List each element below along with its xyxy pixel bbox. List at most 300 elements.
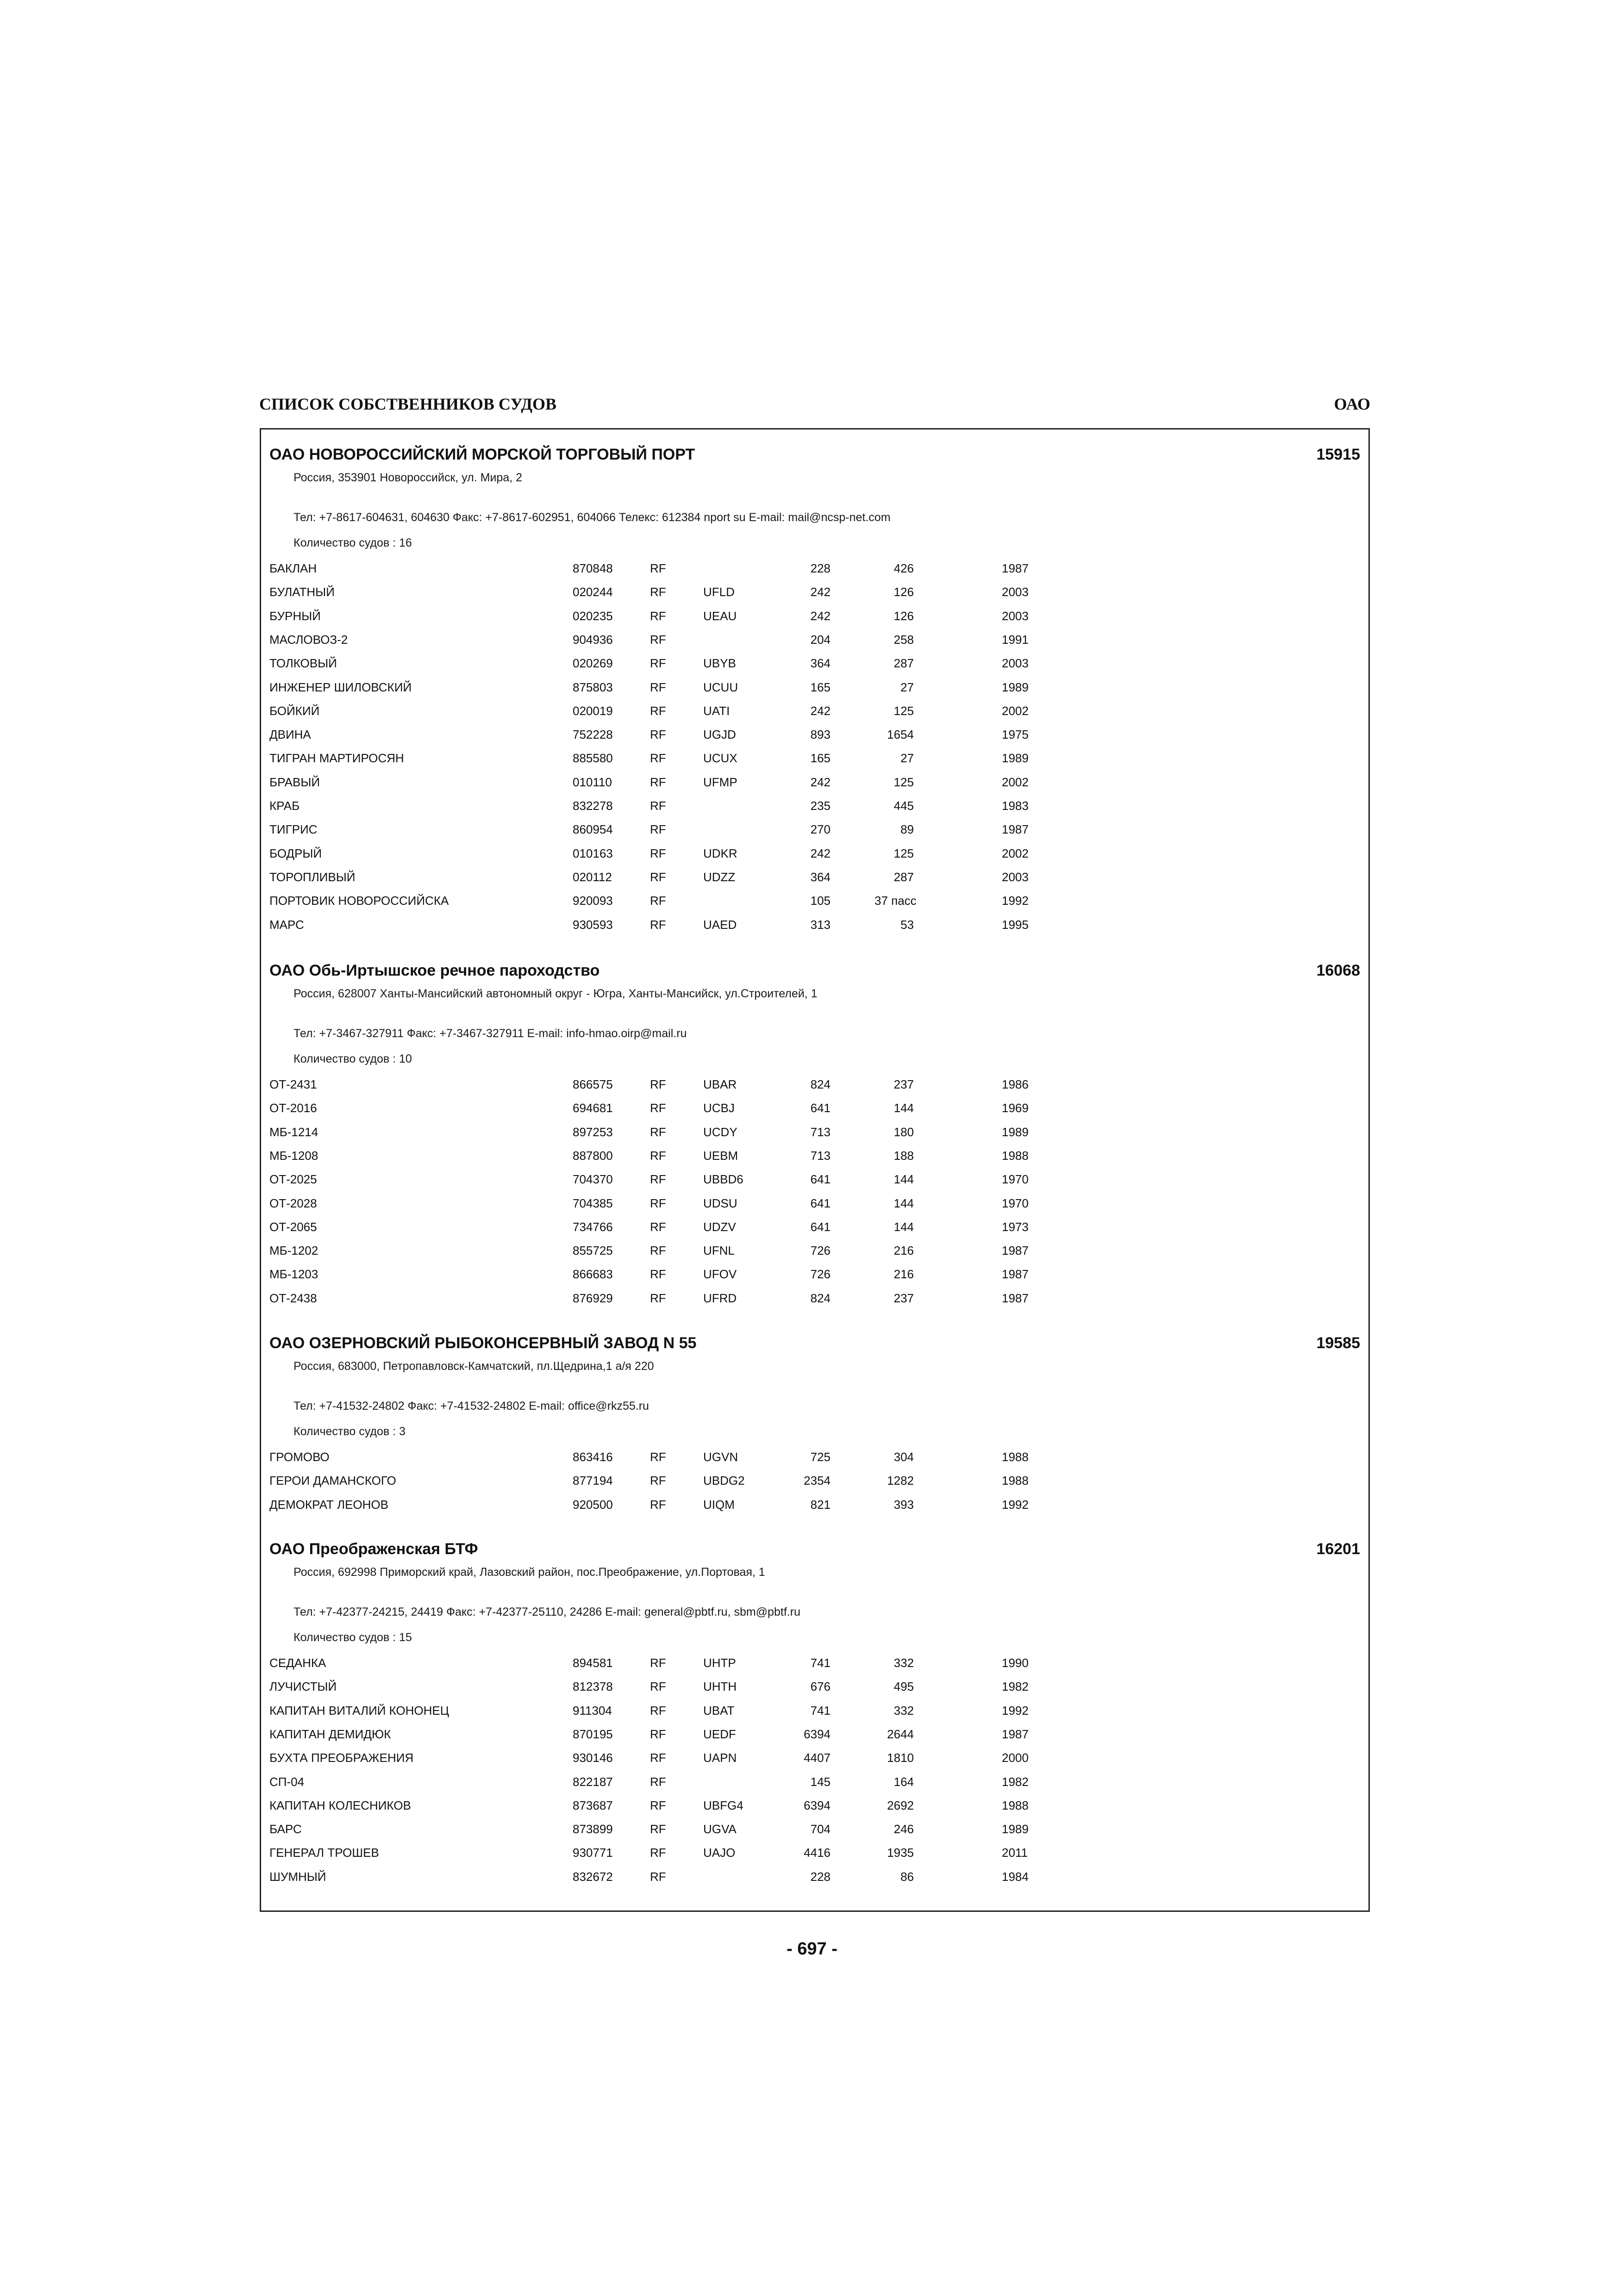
ship-year: 2002 (1002, 703, 1029, 718)
ship-flag: RF (650, 846, 666, 860)
ship-name: ГЕРОИ ДАМАНСКОГО (269, 1474, 396, 1488)
ship-callsign: UAED (703, 917, 737, 932)
ship-tonnage: 270 (810, 822, 831, 837)
ship-number: 822187 (573, 1774, 613, 1789)
ship-tonnage: 725 (810, 1450, 831, 1464)
ship-callsign: UDZV (703, 1220, 736, 1234)
table-row (261, 1498, 1368, 1518)
ship-name: БАРС (269, 1822, 302, 1836)
ship-name: ПОРТОВИК НОВОРОССИЙСКА (269, 894, 449, 908)
ship-callsign: UFLD (703, 585, 735, 599)
ship-name: ТОЛКОВЫЙ (269, 656, 337, 671)
ship-deadweight: 125 (893, 846, 914, 860)
ship-number: 020235 (573, 609, 613, 623)
ship-year: 1988 (1002, 1474, 1029, 1488)
table-row (261, 1846, 1368, 1866)
ship-tonnage: 741 (810, 1703, 831, 1717)
table-row (261, 822, 1368, 843)
ship-number: 875803 (573, 680, 613, 694)
ship-flag: RF (650, 728, 666, 742)
ship-flag: RF (650, 1798, 666, 1812)
ship-flag: RF (650, 1244, 666, 1258)
table-row (261, 1775, 1368, 1795)
ship-flag: RF (650, 1172, 666, 1187)
ship-year: 1987 (1002, 1727, 1029, 1741)
ship-flag: RF (650, 1774, 666, 1789)
ship-tonnage: 641 (810, 1196, 831, 1210)
ship-flag: RF (650, 917, 666, 932)
table-row (261, 1125, 1368, 1145)
ship-number: 877194 (573, 1474, 613, 1488)
ship-number: 911304 (573, 1703, 612, 1717)
ship-deadweight: 27 (900, 751, 914, 765)
ship-deadweight: 144 (893, 1172, 914, 1187)
table-row (261, 775, 1368, 796)
ship-number: 694681 (573, 1101, 613, 1115)
ship-deadweight: 258 (893, 632, 914, 647)
table-row (261, 1474, 1368, 1494)
table-row (261, 609, 1368, 629)
ship-flag: RF (650, 775, 666, 789)
ship-number: 885580 (573, 751, 613, 765)
ship-tonnage: 204 (810, 632, 831, 647)
ship-number: 887800 (573, 1148, 613, 1163)
ship-year: 1982 (1002, 1680, 1029, 1694)
table-row (261, 1680, 1368, 1700)
table-row (261, 870, 1368, 890)
table-row (261, 704, 1368, 724)
ship-flag: RF (650, 1450, 666, 1464)
ship-deadweight: 237 (893, 1077, 914, 1091)
table-row (261, 633, 1368, 653)
company-id: 15915 (1316, 446, 1360, 463)
ship-deadweight: 126 (893, 609, 914, 623)
ship-number: 734766 (573, 1220, 613, 1234)
company-id: 16068 (1316, 962, 1360, 979)
ship-deadweight: 237 (893, 1291, 914, 1305)
ship-flag: RF (650, 1148, 666, 1163)
table-row (261, 751, 1368, 772)
ship-number: 894581 (573, 1656, 613, 1670)
ship-year: 1987 (1002, 1291, 1029, 1305)
ship-callsign: UCDY (703, 1125, 737, 1139)
company-address: Россия, 628007 Ханты-Мансийский автономный округ - Югра, Ханты-Мансийск, ул.Строителей, 1 (294, 987, 818, 1000)
ship-year: 2003 (1002, 656, 1029, 671)
ship-callsign: UIQM (703, 1497, 735, 1512)
ship-tonnage: 364 (810, 870, 831, 884)
ship-year: 1988 (1002, 1450, 1029, 1464)
ship-tonnage: 228 (810, 561, 831, 575)
table-row (261, 1822, 1368, 1842)
ship-year: 1995 (1002, 917, 1029, 932)
ship-name: ОТ-2438 (269, 1291, 317, 1305)
ship-callsign: UEDF (703, 1727, 736, 1741)
ship-year: 1991 (1002, 632, 1029, 647)
ship-deadweight: 89 (900, 822, 914, 837)
ship-flag: RF (650, 1703, 666, 1717)
ship-flag: RF (650, 894, 666, 908)
ship-year: 1982 (1002, 1774, 1029, 1789)
company-contacts: Тел: +7-41532-24802 Факс: +7-41532-24802 E-mail: office@rkz55.ru (294, 1400, 649, 1412)
owners-list-frame (260, 428, 1370, 1912)
ship-callsign: UCUU (703, 680, 738, 694)
ship-name: МБ-1208 (269, 1148, 319, 1163)
ship-flag: RF (650, 585, 666, 599)
ship-tonnage: 145 (810, 1774, 831, 1789)
ship-year: 1987 (1002, 1244, 1029, 1258)
ship-tonnage: 242 (810, 585, 831, 599)
page-number: - 697 - (787, 1939, 837, 1959)
ship-name: МАСЛОВОЗ-2 (269, 632, 348, 647)
ship-year: 1992 (1002, 1497, 1029, 1512)
table-row (261, 1870, 1368, 1890)
ship-year: 1984 (1002, 1869, 1029, 1884)
table-row (261, 1798, 1368, 1819)
company-address: Россия, 353901 Новороссийск, ул. Мира, 2 (294, 471, 522, 484)
ship-flag: RF (650, 1822, 666, 1836)
company-name: ОАО ОЗЕРНОВСКИЙ РЫБОКОНСЕРВНЫЙ ЗАВОД N 55 (269, 1334, 697, 1352)
ship-name: ДЕМОКРАТ ЛЕОНОВ (269, 1497, 388, 1512)
ship-tonnage: 165 (810, 680, 831, 694)
ship-number: 010163 (573, 846, 613, 860)
ship-callsign: UGJD (703, 728, 736, 742)
ship-name: ОТ-2065 (269, 1220, 317, 1234)
ship-name: ЛУЧИСТЫЙ (269, 1680, 337, 1694)
ship-number: 904936 (573, 632, 613, 647)
ship-callsign: UFOV (703, 1267, 737, 1282)
table-row (261, 1220, 1368, 1240)
ship-number: 866683 (573, 1267, 613, 1282)
ship-deadweight: 126 (893, 585, 914, 599)
ship-callsign: UFRD (703, 1291, 737, 1305)
table-row (261, 1704, 1368, 1724)
ship-number: 920500 (573, 1497, 613, 1512)
ship-tonnage: 676 (810, 1680, 831, 1694)
ship-callsign: UCUX (703, 751, 737, 765)
ship-callsign: UAJO (703, 1846, 736, 1860)
ship-count: Количество судов : 16 (294, 536, 412, 549)
ship-name: ГРОМОВО (269, 1450, 330, 1464)
ship-number: 010110 (573, 775, 612, 789)
ship-year: 1989 (1002, 751, 1029, 765)
ship-year: 1987 (1002, 561, 1029, 575)
section-type: ОАО (1334, 395, 1370, 413)
ship-year: 1986 (1002, 1077, 1029, 1091)
ship-deadweight: 246 (893, 1822, 914, 1836)
ship-tonnage: 4416 (804, 1846, 831, 1860)
ship-flag: RF (650, 751, 666, 765)
ship-name: ТИГРАН МАРТИРОСЯН (269, 751, 404, 765)
ship-deadweight: 180 (893, 1125, 914, 1139)
table-row (261, 728, 1368, 748)
ship-flag: RF (650, 1077, 666, 1091)
ship-deadweight: 445 (893, 799, 914, 813)
ship-year: 1969 (1002, 1101, 1029, 1115)
ship-tonnage: 105 (810, 894, 831, 908)
ship-flag: RF (650, 561, 666, 575)
ship-tonnage: 824 (810, 1291, 831, 1305)
ship-name: ОТ-2016 (269, 1101, 317, 1115)
ship-callsign: UBFG4 (703, 1798, 743, 1812)
ship-name: ГЕНЕРАЛ ТРОШЕВ (269, 1846, 379, 1860)
ship-name: БУЛАТНЫЙ (269, 585, 335, 599)
ship-year: 1988 (1002, 1798, 1029, 1812)
ship-name: МБ-1203 (269, 1267, 319, 1282)
table-row (261, 799, 1368, 819)
ship-deadweight: 332 (893, 1656, 914, 1670)
ship-deadweight: 27 (900, 680, 914, 694)
ship-tonnage: 242 (810, 846, 831, 860)
company-id: 16201 (1316, 1540, 1360, 1558)
ship-deadweight: 144 (893, 1101, 914, 1115)
ship-deadweight: 1810 (887, 1751, 914, 1765)
ship-tonnage: 4407 (804, 1751, 831, 1765)
ship-number: 812378 (573, 1680, 613, 1694)
ship-number: 020269 (573, 656, 613, 671)
ship-callsign: UHTH (703, 1680, 737, 1694)
ship-tonnage: 893 (810, 728, 831, 742)
ship-callsign: UDZZ (703, 870, 736, 884)
ship-callsign: UFMP (703, 775, 737, 789)
table-row (261, 1267, 1368, 1288)
ship-flag: RF (650, 1220, 666, 1234)
ship-deadweight: 164 (893, 1774, 914, 1789)
ship-year: 2000 (1002, 1751, 1029, 1765)
ship-number: 863416 (573, 1450, 613, 1464)
company-contacts: Тел: +7-42377-24215, 24419 Факс: +7-42377-25110, 24286 E-mail: general@pbtf.ru, sbm@pbtf.ru (294, 1605, 800, 1618)
ship-deadweight: 37 пасс (874, 894, 917, 908)
ship-name: ТОРОПЛИВЫЙ (269, 870, 356, 884)
table-row (261, 561, 1368, 582)
ship-name: СП-04 (269, 1774, 305, 1789)
ship-flag: RF (650, 1680, 666, 1694)
ship-flag: RF (650, 1751, 666, 1765)
ship-number: 020112 (573, 870, 612, 884)
table-row (261, 1077, 1368, 1098)
table-row (261, 585, 1368, 605)
ship-number: 020019 (573, 703, 613, 718)
ship-number: 832278 (573, 799, 613, 813)
ship-year: 2002 (1002, 775, 1029, 789)
ship-year: 1983 (1002, 799, 1029, 813)
ship-deadweight: 144 (893, 1220, 914, 1234)
ship-flag: RF (650, 1291, 666, 1305)
ship-number: 876929 (573, 1291, 613, 1305)
ship-year: 1987 (1002, 1267, 1029, 1282)
ship-tonnage: 364 (810, 656, 831, 671)
ship-number: 920093 (573, 894, 613, 908)
ship-name: БАКЛАН (269, 561, 317, 575)
page-header (259, 394, 1370, 417)
ship-callsign: UEBM (703, 1148, 738, 1163)
ship-number: 930771 (573, 1846, 613, 1860)
ship-deadweight: 216 (893, 1244, 914, 1258)
ship-name: МБ-1202 (269, 1244, 319, 1258)
company-name: ОАО Обь-Иртышское речное пароходство (269, 962, 600, 979)
ship-year: 1988 (1002, 1148, 1029, 1163)
ship-callsign: UCBJ (703, 1101, 735, 1115)
ship-number: 704385 (573, 1196, 613, 1210)
ship-flag: RF (650, 870, 666, 884)
ship-deadweight: 188 (893, 1148, 914, 1163)
ship-callsign: UBYB (703, 656, 736, 671)
ship-callsign: UHTP (703, 1656, 736, 1670)
ship-deadweight: 304 (893, 1450, 914, 1464)
ship-tonnage: 6394 (804, 1798, 831, 1812)
ship-flag: RF (650, 1656, 666, 1670)
ship-tonnage: 824 (810, 1077, 831, 1091)
ship-tonnage: 2354 (804, 1474, 831, 1488)
ship-year: 1970 (1002, 1172, 1029, 1187)
ship-deadweight: 53 (900, 917, 914, 932)
ship-name: ОТ-2431 (269, 1077, 317, 1091)
ship-tonnage: 242 (810, 703, 831, 718)
ship-name: БРАВЫЙ (269, 775, 320, 789)
ship-deadweight: 495 (893, 1680, 914, 1694)
ship-callsign: UFNL (703, 1244, 735, 1258)
ship-number: 930146 (573, 1751, 613, 1765)
ship-number: 855725 (573, 1244, 613, 1258)
ship-flag: RF (650, 609, 666, 623)
ship-name: БОЙКИЙ (269, 703, 320, 718)
ship-year: 2003 (1002, 585, 1029, 599)
ship-name: ТИГРИС (269, 822, 318, 837)
ship-deadweight: 287 (893, 870, 914, 884)
ship-flag: RF (650, 632, 666, 647)
ship-deadweight: 125 (893, 775, 914, 789)
table-row (261, 656, 1368, 677)
ship-tonnage: 741 (810, 1656, 831, 1670)
table-row (261, 1727, 1368, 1748)
ship-name: БОДРЫЙ (269, 846, 322, 860)
ship-year: 2002 (1002, 846, 1029, 860)
ship-tonnage: 641 (810, 1101, 831, 1115)
ship-tonnage: 821 (810, 1497, 831, 1512)
ship-deadweight: 332 (893, 1703, 914, 1717)
ship-name: БУРНЫЙ (269, 609, 321, 623)
ship-count: Количество судов : 10 (294, 1052, 412, 1065)
ship-year: 2003 (1002, 870, 1029, 884)
ship-name: ОТ-2025 (269, 1172, 317, 1187)
ship-number: 866575 (573, 1077, 613, 1091)
ship-deadweight: 426 (893, 561, 914, 575)
ship-flag: RF (650, 1846, 666, 1860)
company-name: ОАО НОВОРОССИЙСКИЙ МОРСКОЙ ТОРГОВЫЙ ПОРТ (269, 446, 695, 463)
ship-number: 873899 (573, 1822, 613, 1836)
ship-flag: RF (650, 1497, 666, 1512)
ship-count: Количество судов : 3 (294, 1425, 406, 1438)
ship-tonnage: 704 (810, 1822, 831, 1836)
ship-name: МАРС (269, 917, 304, 932)
company-id: 19585 (1316, 1334, 1360, 1352)
ship-deadweight: 125 (893, 703, 914, 718)
ship-name: КАПИТАН КОЛЕСНИКОВ (269, 1798, 411, 1812)
ship-name: ОТ-2028 (269, 1196, 317, 1210)
ship-number: 930593 (573, 917, 613, 932)
ship-number: 020244 (573, 585, 613, 599)
ship-year: 1989 (1002, 680, 1029, 694)
ship-flag: RF (650, 1125, 666, 1139)
ship-tonnage: 165 (810, 751, 831, 765)
ship-number: 873687 (573, 1798, 613, 1812)
table-row (261, 1101, 1368, 1121)
table-row (261, 1656, 1368, 1676)
ship-number: 860954 (573, 822, 613, 837)
table-row (261, 1751, 1368, 1771)
table-row (261, 1291, 1368, 1312)
ship-callsign: UGVN (703, 1450, 738, 1464)
ship-callsign: UDKR (703, 846, 737, 860)
ship-deadweight: 1282 (887, 1474, 914, 1488)
ship-flag: RF (650, 680, 666, 694)
ship-tonnage: 713 (810, 1125, 831, 1139)
table-row (261, 894, 1368, 914)
company-address: Россия, 692998 Приморский край, Лазовский район, пос.Преображение, ул.Портовая, 1 (294, 1566, 765, 1579)
ship-flag: RF (650, 1267, 666, 1282)
ship-name: КАПИТАН ДЕМИДЮК (269, 1727, 391, 1741)
ship-name: ДВИНА (269, 728, 311, 742)
table-row (261, 1149, 1368, 1169)
ship-tonnage: 313 (810, 917, 831, 932)
page-title: СПИСОК СОБСТВЕННИКОВ СУДОВ (259, 395, 557, 413)
ship-deadweight: 86 (900, 1869, 914, 1884)
ship-callsign: UGVA (703, 1822, 737, 1836)
ship-callsign: UATI (703, 703, 730, 718)
ship-year: 1989 (1002, 1125, 1029, 1139)
ship-name: БУХТА ПРЕОБРАЖЕНИЯ (269, 1751, 414, 1765)
ship-tonnage: 726 (810, 1267, 831, 1282)
ship-tonnage: 726 (810, 1244, 831, 1258)
table-row (261, 918, 1368, 938)
ship-year: 1989 (1002, 1822, 1029, 1836)
ship-tonnage: 235 (810, 799, 831, 813)
table-row (261, 1244, 1368, 1264)
table-row (261, 680, 1368, 701)
ship-callsign: UDSU (703, 1196, 737, 1210)
ship-count: Количество судов : 15 (294, 1631, 412, 1644)
ship-number: 870848 (573, 561, 613, 575)
ship-flag: RF (650, 1101, 666, 1115)
ship-tonnage: 641 (810, 1220, 831, 1234)
company-name: ОАО Преображенская БТФ (269, 1540, 478, 1558)
ship-year: 1990 (1002, 1656, 1029, 1670)
ship-number: 752228 (573, 728, 613, 742)
ship-name: СЕДАНКА (269, 1656, 326, 1670)
ship-year: 1975 (1002, 728, 1029, 742)
ship-year: 1973 (1002, 1220, 1029, 1234)
ship-number: 704370 (573, 1172, 613, 1187)
ship-year: 1970 (1002, 1196, 1029, 1210)
ship-deadweight: 144 (893, 1196, 914, 1210)
ship-name: КРАБ (269, 799, 300, 813)
ship-callsign: UBAR (703, 1077, 737, 1091)
ship-year: 1987 (1002, 822, 1029, 837)
ship-callsign: UBBD6 (703, 1172, 743, 1187)
ship-deadweight: 2644 (887, 1727, 914, 1741)
ship-flag: RF (650, 703, 666, 718)
table-row (261, 1450, 1368, 1470)
ship-callsign: UBDG2 (703, 1474, 745, 1488)
ship-tonnage: 242 (810, 609, 831, 623)
ship-year: 1992 (1002, 894, 1029, 908)
ship-deadweight: 216 (893, 1267, 914, 1282)
ship-tonnage: 6394 (804, 1727, 831, 1741)
table-row (261, 1172, 1368, 1193)
table-row (261, 846, 1368, 867)
ship-flag: RF (650, 799, 666, 813)
company-contacts: Тел: +7-8617-604631, 604630 Факс: +7-8617-602951, 604066 Телекс: 612384 nport su E-mail: mail@ncsp-net.com (294, 511, 891, 524)
company-address: Россия, 683000, Петропавловск-Камчатский, пл.Щедрина,1 а/я 220 (294, 1360, 654, 1373)
